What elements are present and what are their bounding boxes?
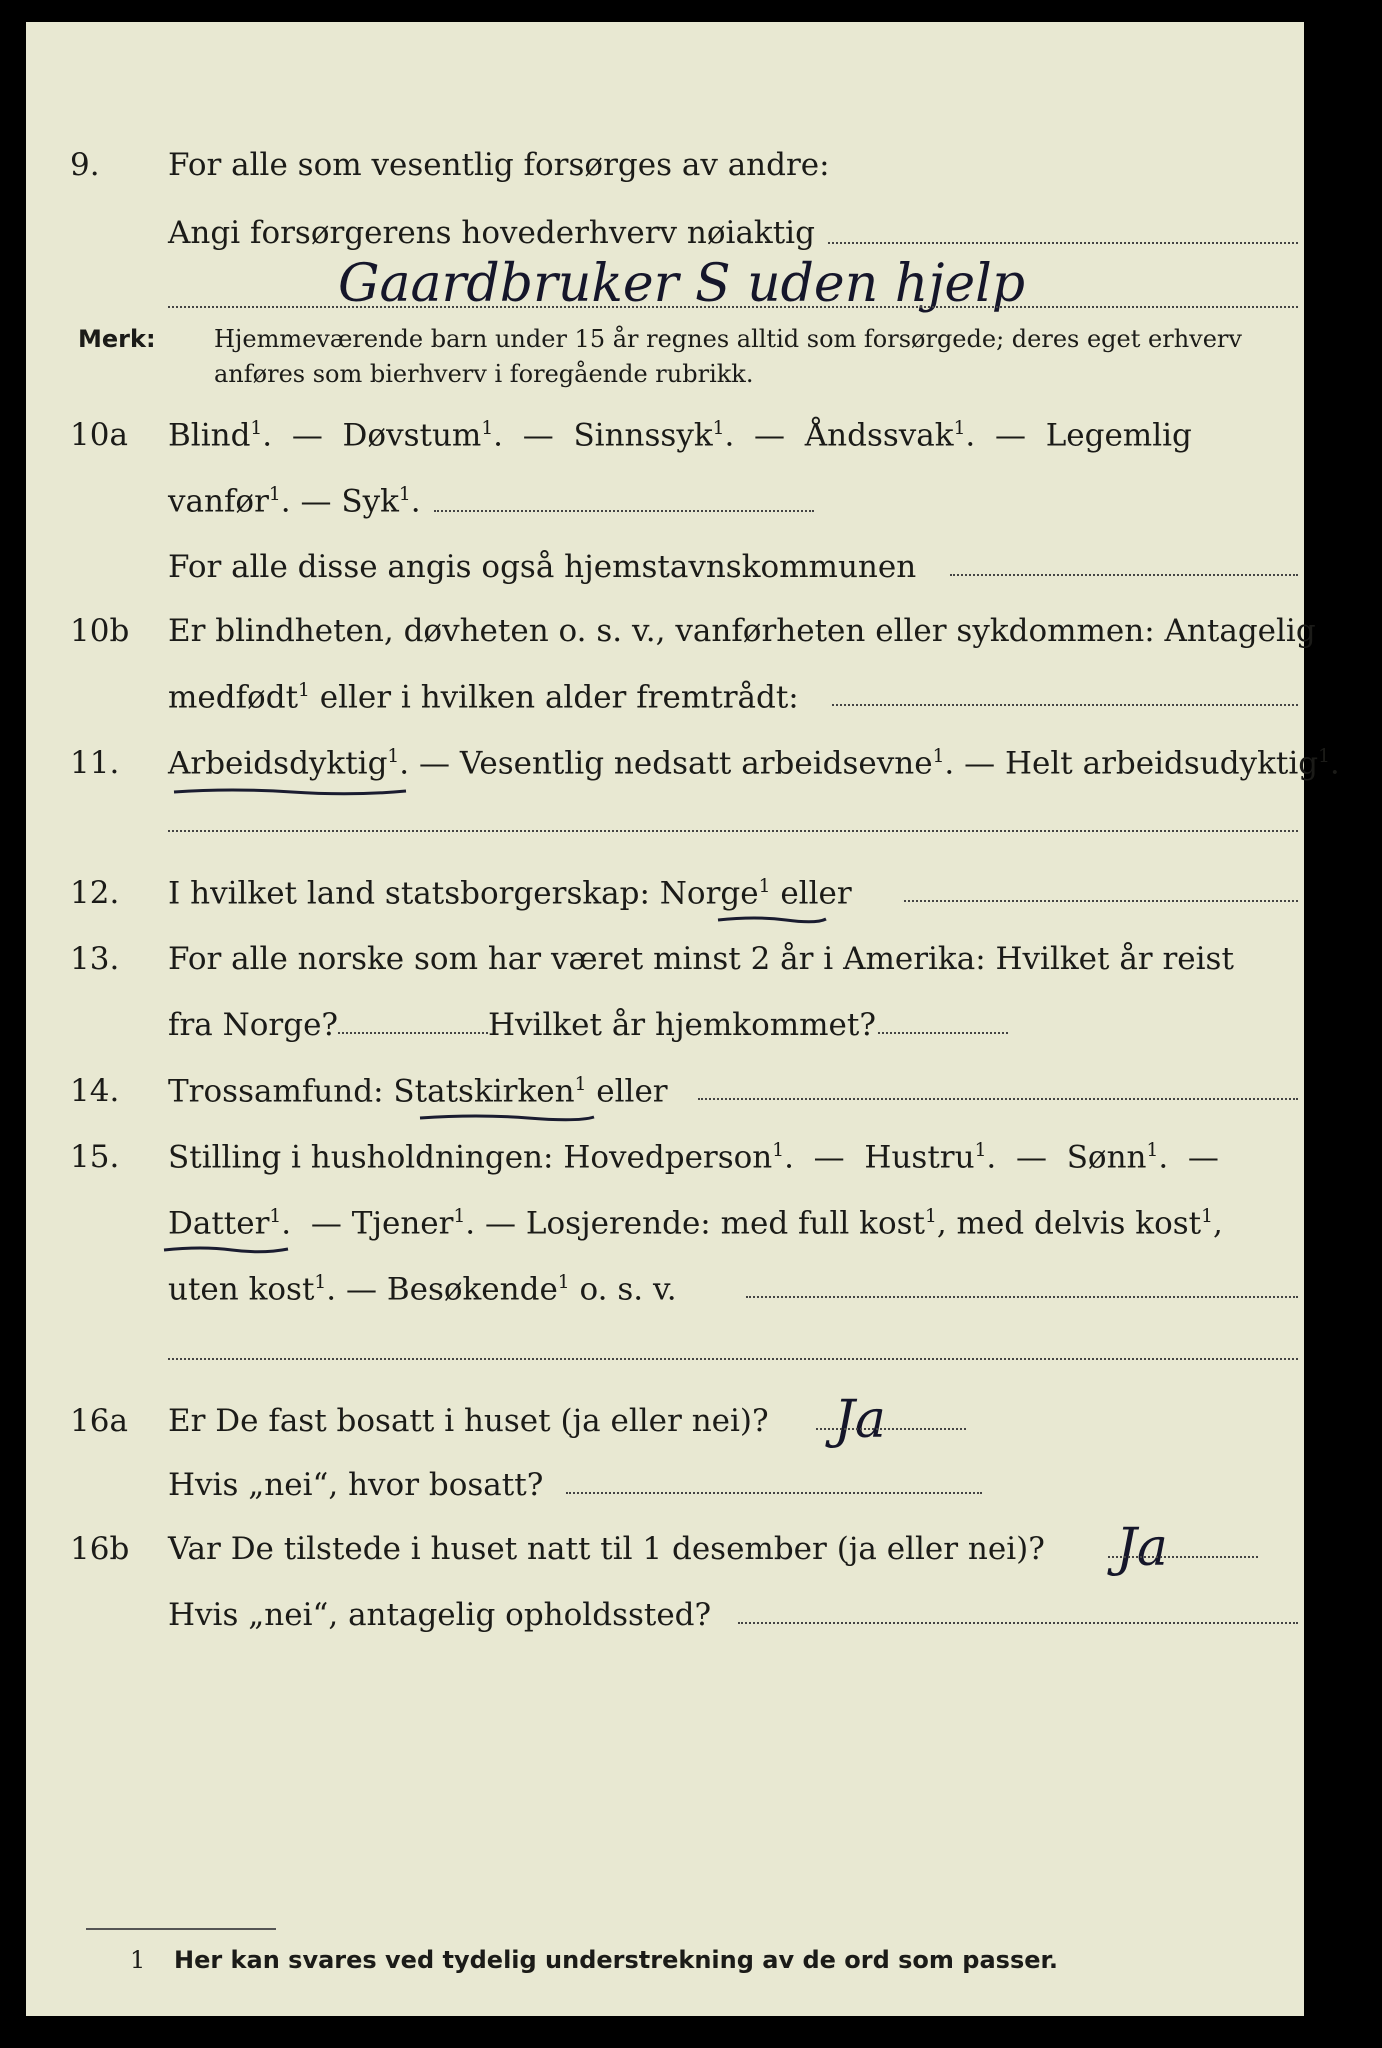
q13-line-2a: fra Norge?: [168, 1007, 339, 1043]
q15-line-1: Stilling i husholdningen: Hovedperson$^1$. — Hustru$^1$. — Sønn$^1$. —: [168, 1139, 1219, 1176]
q10b-dotline: [832, 704, 1298, 706]
q9-handwritten-answer: Gaardbruker S uden hjelp: [338, 254, 1026, 314]
q9-number: 9.: [70, 147, 100, 183]
q12-dotline: [904, 900, 1298, 902]
q10a-line-3: For alle disse angis også hjemstavnskommunen: [168, 549, 917, 585]
q11-line: Arbeidsdyktig$^1$. — Vesentlig nedsatt arbeidsevne$^1$. — Helt arbeidsudyktig$^1$.: [168, 745, 1340, 782]
q9-prompt-dotline: [828, 242, 1298, 244]
q16a-followup-dotline: [566, 1492, 982, 1494]
q10a-line-2: vanfør$^1$. — Syk$^1$.: [168, 483, 421, 520]
q16b-followup: Hvis „nei“, antagelig opholdssted?: [168, 1597, 712, 1633]
footnote-rule: [86, 1928, 276, 1930]
q10b-line-1: Er blindheten, døvheten o. s. v., vanførheten eller sykdommen: Antagelig: [168, 613, 1316, 649]
q16b-question: Var De tilstede i huset natt til 1 desember (ja eller nei)?: [168, 1531, 1045, 1567]
census-form-page: [26, 22, 1340, 2016]
q10a-dotline: [434, 510, 814, 512]
q11-handwritten-underline: [172, 786, 408, 794]
q12-line: I hvilket land statsborgerskap: Norge$^1$ eller: [168, 875, 852, 912]
q10b-number: 10b: [70, 613, 130, 649]
footnote-marker: 1: [130, 1946, 146, 1974]
q14-dotline: [698, 1098, 1298, 1100]
q15-handwritten-underline: [162, 1244, 290, 1252]
footnote-text: Her kan svares ved tydelig understrekning av de ord som passer.: [174, 1946, 1059, 1974]
q16b-dotline: [1108, 1556, 1258, 1558]
q16a-question: Er De fast bosatt i huset (ja eller nei)?: [168, 1403, 769, 1439]
q10b-line-2: medfødt$^1$ eller i hvilken alder fremtrådt:: [168, 679, 799, 716]
q13-number: 13.: [70, 941, 120, 977]
q16b-handwritten-answer: Ja: [1116, 1518, 1168, 1578]
q16a-handwritten-answer: Ja: [834, 1390, 886, 1450]
note-line-2: anføres som bierhverv i foregående rubrikk.: [214, 360, 754, 388]
q11-dotline: [168, 830, 1298, 832]
q13-dotline-1: [338, 1032, 488, 1034]
q10a-line-3-dotline: [950, 574, 1298, 576]
q16b-number: 16b: [70, 1531, 130, 1567]
q15-dotline-2: [168, 1358, 1298, 1360]
q15-line-3: uten kost$^1$. — Besøkende$^1$ o. s. v.: [168, 1271, 677, 1308]
q9-prompt: Angi forsørgerens hovederhverv nøiaktig: [168, 215, 815, 251]
q16a-followup: Hvis „nei“, hvor bosatt?: [168, 1467, 544, 1503]
note-label: Merk:: [78, 325, 156, 353]
q11-number: 11.: [70, 745, 120, 781]
q14-line: Trossamfund: Statskirken$^1$ eller: [168, 1073, 668, 1110]
q9-question: For alle som vesentlig forsørges av andre:: [168, 147, 830, 183]
q14-handwritten-underline: [418, 1112, 596, 1120]
q13-dotline-2: [878, 1032, 1008, 1034]
note-line-1: Hjemmeværende barn under 15 år regnes alltid som forsørgede; deres eget erhverv: [214, 325, 1242, 353]
q15-dotline-1: [746, 1296, 1298, 1298]
q13-line-1: For alle norske som har været minst 2 år i Amerika: Hvilket år reist: [168, 941, 1234, 977]
q16b-followup-dotline: [738, 1622, 1298, 1624]
q10a-line-1: Blind$^1$. — Døvstum$^1$. — Sinnssyk$^1$. — Åndssvak$^1$. — Legemlig: [168, 417, 1192, 454]
q12-number: 12.: [70, 875, 120, 911]
q13-line-2b: Hvilket år hjemkommet?: [488, 1007, 876, 1043]
q15-line-2: Datter$^1$. — Tjener$^1$. — Losjerende: med full kost$^1$, med delvis kost$^1$,: [168, 1205, 1223, 1242]
q10a-number: 10a: [70, 417, 128, 453]
q14-number: 14.: [70, 1073, 120, 1109]
q16a-number: 16a: [70, 1403, 128, 1439]
q12-handwritten-underline: [716, 914, 828, 922]
q15-number: 15.: [70, 1139, 120, 1175]
q16a-dotline: [816, 1428, 966, 1430]
q9-answer-dotline: [168, 306, 1298, 308]
